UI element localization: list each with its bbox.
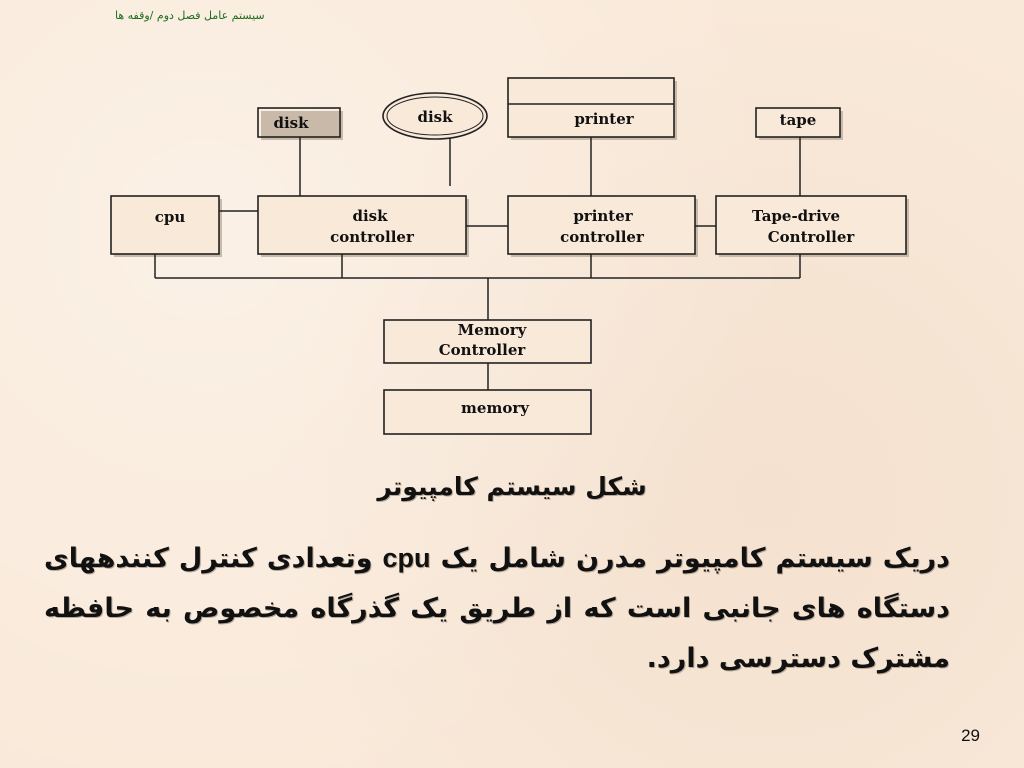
diagram-caption: شکل سیستم کامپیوتر [377, 472, 647, 501]
description-paragraph [44, 534, 950, 684]
disk-label-left: disk [273, 114, 309, 132]
disk-label-oval: disk [417, 108, 453, 126]
page-number: 29 [961, 726, 980, 745]
tape-controller-node [716, 196, 906, 254]
memory-controller-node [384, 320, 591, 363]
tape-controller-label-line1: Tape-drive [751, 207, 841, 225]
cpu-node [111, 196, 219, 254]
paragraph-text-before: دریک سیستم کامپیوتر مدرن شامل یک [430, 543, 950, 574]
disk-node-oval [383, 93, 487, 139]
tape-label: tape [779, 111, 817, 129]
disk-controller-label-line1: disk [352, 207, 388, 225]
tape-controller-label-line2: Controller [767, 228, 855, 246]
disk-controller-node [258, 196, 466, 254]
memory-label: memory [461, 399, 529, 417]
paragraph-cpu-term: cpu [382, 543, 431, 573]
printer-controller-label-line1: printer [573, 207, 633, 225]
memory-controller-label-line2: Controller [438, 341, 526, 359]
paragraph-text-after: وتعدادی کنترل کنندههای دستگاه های جانبی است که از طریق یک گذرگاه مخصوص به حافظه مشترک دسترسی دارد. [44, 543, 950, 674]
cpu-label: cpu [154, 208, 186, 226]
memory-node [384, 390, 591, 434]
printer-controller-label-line2: controller [560, 228, 644, 246]
tape-node [756, 108, 840, 137]
disk-controller-label-line2: controller [330, 228, 414, 246]
printer-label: printer [574, 110, 634, 128]
memory-controller-label-line1: Memory [457, 321, 527, 339]
slide-header: سیستم عامل فصل دوم /وقفه ها [115, 9, 265, 22]
printer-node [508, 78, 674, 137]
printer-controller-node [508, 196, 695, 254]
